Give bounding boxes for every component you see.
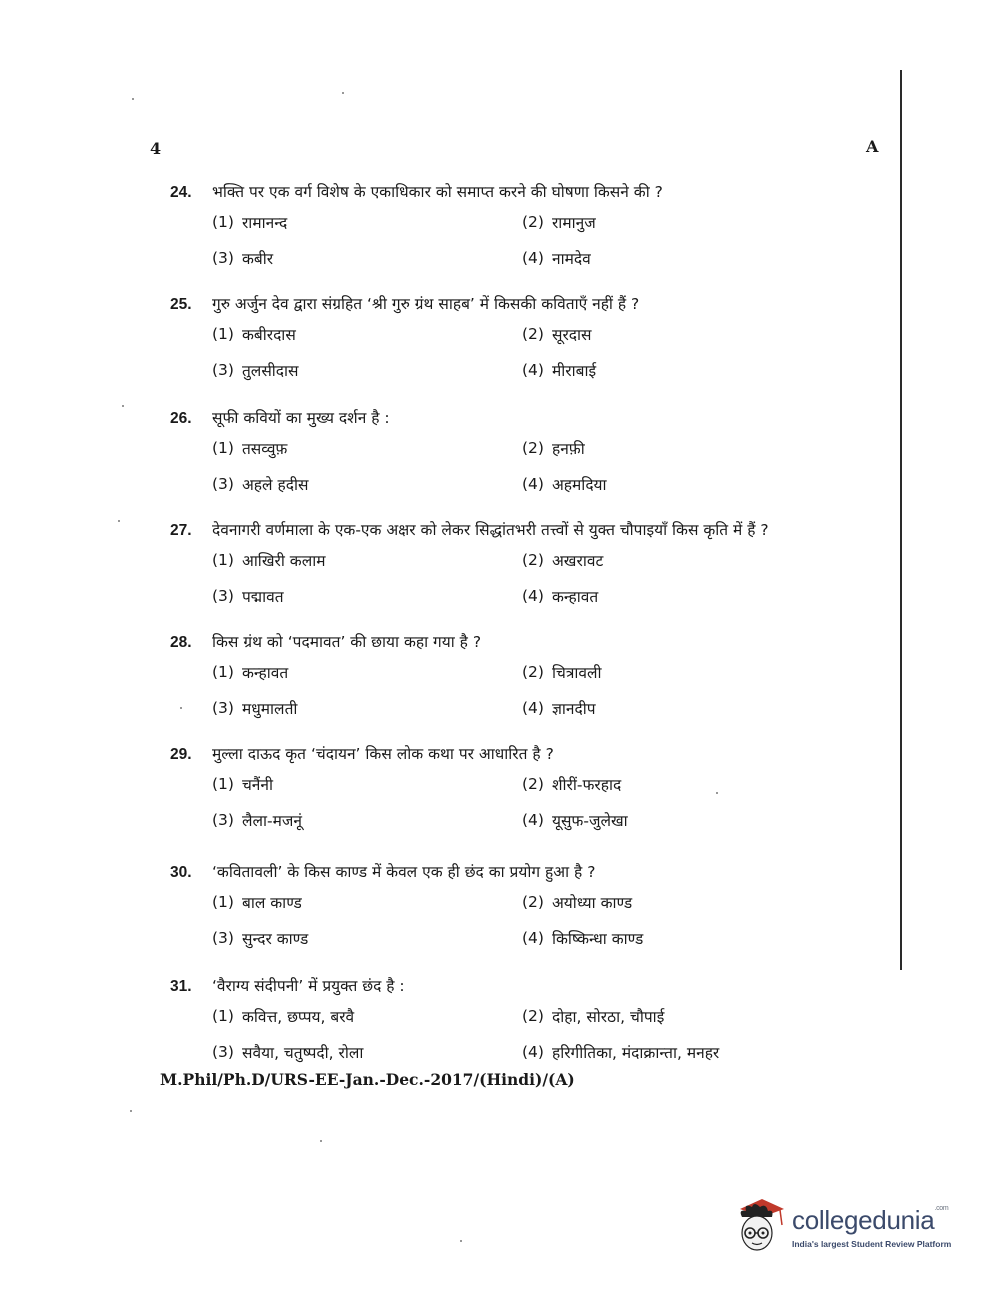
page-number: 4 <box>150 139 162 158</box>
option-number: (3) <box>212 361 234 379</box>
question-text: गुरु अर्जुन देव द्वारा संग्रहित ‘श्री गुरु ग्रंथ साहब’ में किसकी कविताएँ नहीं हैं ? <box>212 295 640 313</box>
answer-option <box>212 240 522 276</box>
question-30 <box>170 860 870 956</box>
question-text: ‘वैराग्य संदीपनी’ में प्रयुक्त छंद है : <box>212 977 405 995</box>
option-number: (1) <box>212 551 234 569</box>
set-code: A <box>866 137 879 156</box>
answer-option <box>212 204 522 240</box>
question-31 <box>170 974 870 1070</box>
option-number: (4) <box>522 587 544 605</box>
option-text: रामानन्द <box>241 214 288 232</box>
option-number: (2) <box>522 439 544 457</box>
option-grid <box>212 998 870 1070</box>
option-number: (3) <box>212 699 234 717</box>
option-text: हरिगीतिका, मंदाक्रान्ता, मनहर <box>551 1044 720 1062</box>
question-text: सूफी कवियों का मुख्य दर्शन है : <box>212 409 390 427</box>
option-number: (4) <box>522 249 544 267</box>
student-mascot-icon <box>730 1195 788 1257</box>
answer-option <box>522 466 832 502</box>
option-text: लैला-मजनूं <box>241 812 302 830</box>
answer-option <box>212 1034 522 1070</box>
option-number: (1) <box>212 213 234 231</box>
answer-option <box>522 578 832 614</box>
question-26 <box>170 406 870 502</box>
answer-option <box>212 690 522 726</box>
question-number: 26. <box>170 410 192 427</box>
option-text: कबीरदास <box>241 326 296 344</box>
option-grid <box>212 542 870 614</box>
option-text: कन्हावत <box>551 588 599 606</box>
option-number: (1) <box>212 1007 234 1025</box>
option-number: (4) <box>522 811 544 829</box>
option-number: (2) <box>522 893 544 911</box>
question-25 <box>170 292 870 388</box>
option-text: तुलसीदास <box>241 362 299 380</box>
option-text: मधुमालती <box>241 700 298 718</box>
question-28 <box>170 630 870 726</box>
answer-option <box>212 998 522 1034</box>
option-number: (4) <box>522 699 544 717</box>
question-29 <box>170 742 870 838</box>
answer-option <box>522 802 832 838</box>
answer-option <box>212 920 522 956</box>
answer-option <box>212 802 522 838</box>
option-grid <box>212 884 870 956</box>
answer-option <box>212 884 522 920</box>
option-text: कवित्त, छप्पय, बरवै <box>241 1008 355 1026</box>
question-text: देवनागरी वर्णमाला के एक-एक अक्षर को लेकर सिद्धांतभरी तत्त्वों से युक्त चौपाइयाँ किस कृति में हैं ? <box>212 521 769 539</box>
answer-option <box>522 654 832 690</box>
option-text: पद्मावत <box>241 588 284 606</box>
answer-option <box>212 766 522 802</box>
option-number: (4) <box>522 361 544 379</box>
option-grid <box>212 654 870 726</box>
answer-option <box>522 766 832 802</box>
answer-option <box>522 1034 832 1070</box>
answer-option <box>212 578 522 614</box>
option-text: शीरीं-फरहाद <box>551 776 622 794</box>
option-text: चित्रावली <box>551 664 602 682</box>
option-number: (3) <box>212 249 234 267</box>
option-number: (2) <box>522 213 544 231</box>
option-number: (1) <box>212 325 234 343</box>
option-number: (2) <box>522 1007 544 1025</box>
question-24 <box>170 180 870 276</box>
option-text: अहमदिया <box>551 476 607 494</box>
collegedunia-watermark <box>730 1195 960 1265</box>
option-text: अहले हदीस <box>241 476 309 494</box>
question-number: 24. <box>170 184 192 201</box>
question-27 <box>170 518 870 614</box>
option-text: अयोध्या काण्ड <box>551 894 633 912</box>
logo-wordmark: collegedunia <box>792 1205 935 1235</box>
question-number: 30. <box>170 864 192 881</box>
option-text: कन्हावत <box>241 664 289 682</box>
option-text: दोहा, सोरठा, चौपाई <box>551 1008 665 1026</box>
answer-option <box>522 920 832 956</box>
question-text: ‘कवितावली’ के किस काण्ड में केवल एक ही छंद का प्रयोग हुआ है ? <box>212 863 596 881</box>
option-text: अखरावट <box>551 552 604 570</box>
option-grid <box>212 204 870 276</box>
option-number: (2) <box>522 325 544 343</box>
question-number: 29. <box>170 746 192 763</box>
answer-option <box>522 430 832 466</box>
option-text: तसव्वुफ़ <box>241 440 288 458</box>
logo-domain-suffix: .com <box>934 1205 949 1212</box>
option-text: मीराबाई <box>551 362 597 380</box>
option-grid <box>212 430 870 502</box>
answer-option <box>522 998 832 1034</box>
option-number: (3) <box>212 587 234 605</box>
option-text: रामानुज <box>551 214 596 232</box>
question-number: 25. <box>170 296 192 313</box>
option-number: (2) <box>522 775 544 793</box>
option-number: (4) <box>522 1043 544 1061</box>
option-text: सवैया, चतुष्पदी, रोला <box>241 1044 364 1062</box>
option-number: (1) <box>212 663 234 681</box>
answer-option <box>212 430 522 466</box>
option-number: (1) <box>212 775 234 793</box>
option-number: (4) <box>522 475 544 493</box>
option-text: आखिरी कलाम <box>241 552 326 570</box>
question-text: मुल्ला दाऊद कृत ‘चंदायन’ किस लोक कथा पर आधारित है ? <box>212 745 554 763</box>
answer-option <box>212 316 522 352</box>
option-number: (3) <box>212 475 234 493</box>
answer-option <box>522 352 832 388</box>
answer-option <box>522 542 832 578</box>
option-text: कबीर <box>241 250 274 268</box>
option-text: सूरदास <box>551 326 592 344</box>
option-number: (2) <box>522 663 544 681</box>
answer-option <box>212 542 522 578</box>
answer-option <box>212 466 522 502</box>
answer-option <box>522 204 832 240</box>
option-text: बाल काण्ड <box>241 894 302 912</box>
answer-option <box>212 654 522 690</box>
question-number: 27. <box>170 522 192 539</box>
logo-tagline: India's largest Student Review Platform <box>792 1239 952 1249</box>
question-number: 28. <box>170 634 192 651</box>
question-number: 31. <box>170 978 192 995</box>
answer-option <box>522 690 832 726</box>
option-text: नामदेव <box>551 250 591 268</box>
option-number: (4) <box>522 929 544 947</box>
option-number: (2) <box>522 551 544 569</box>
option-text: सुन्दर काण्ड <box>241 930 309 948</box>
option-text: चनैंनी <box>241 776 274 794</box>
option-text: हनफ़ी <box>551 440 585 458</box>
margin-rule <box>900 70 902 970</box>
answer-option <box>522 240 832 276</box>
answer-option <box>212 352 522 388</box>
option-number: (3) <box>212 929 234 947</box>
question-text: किस ग्रंथ को ‘पदमावत’ की छाया कहा गया है ? <box>212 633 482 651</box>
answer-option <box>522 884 832 920</box>
answer-option <box>522 316 832 352</box>
option-number: (3) <box>212 1043 234 1061</box>
question-text: भक्ति पर एक वर्ग विशेष के एकाधिकार को समाप्त करने की घोषणा किसने की ? <box>212 183 663 201</box>
option-grid <box>212 316 870 388</box>
option-number: (1) <box>212 439 234 457</box>
option-text: यूसुफ-जुलेखा <box>551 812 628 830</box>
option-grid <box>212 766 870 838</box>
option-number: (3) <box>212 811 234 829</box>
option-number: (1) <box>212 893 234 911</box>
option-text: ज्ञानदीप <box>551 700 596 718</box>
option-text: किष्किन्धा काण्ड <box>551 930 644 948</box>
paper-code: M.Phil/Ph.D/URS-EE-Jan.-Dec.-2017/(Hindi)/(A) <box>160 1070 575 1089</box>
